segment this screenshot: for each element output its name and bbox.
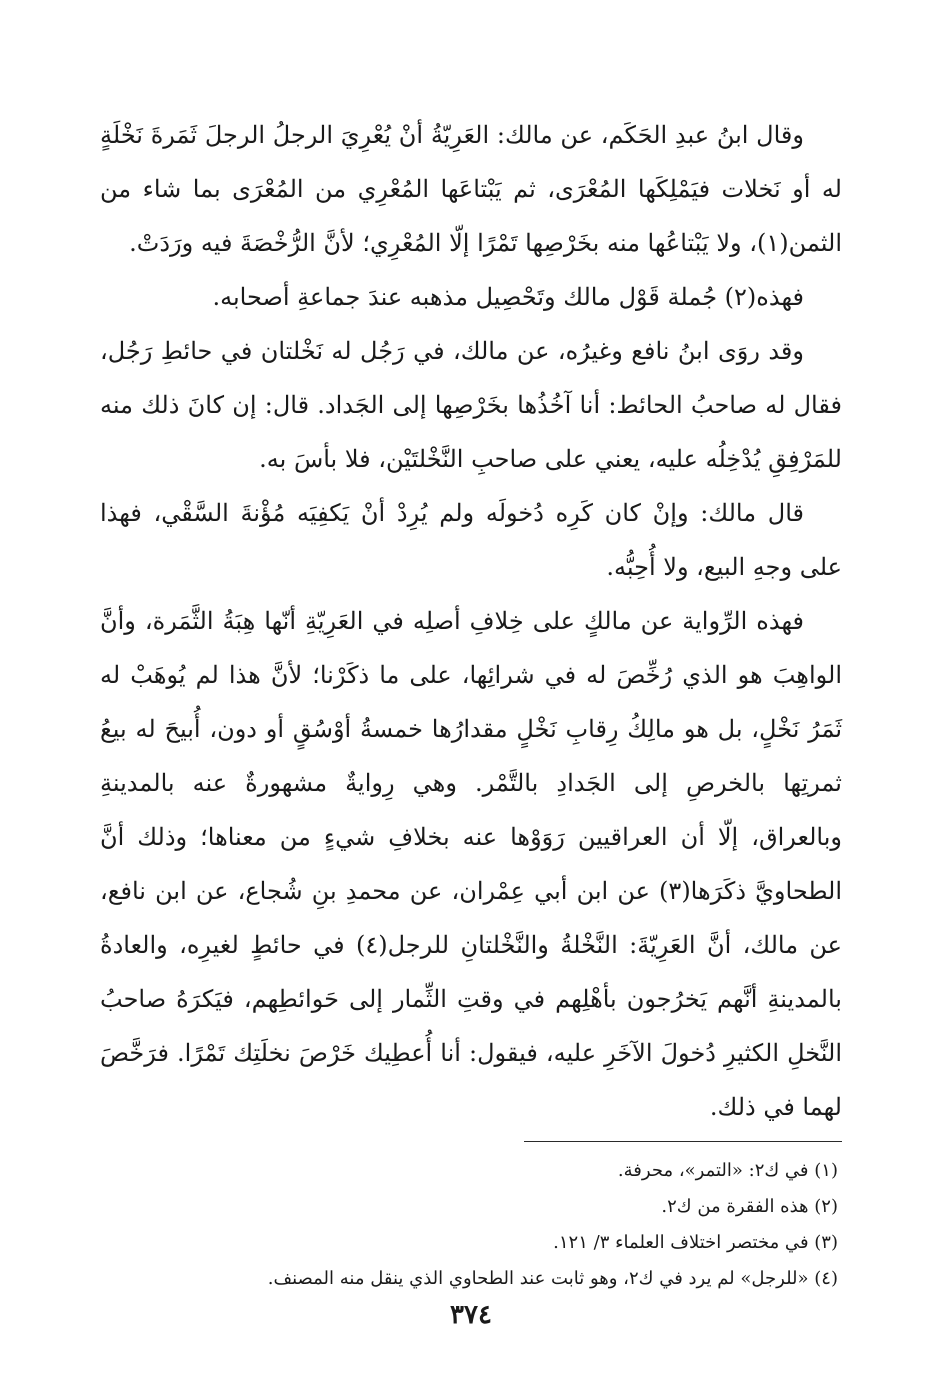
book-page bbox=[100, 108, 842, 1368]
paragraph-5: فهذه الرِّواية عن مالكٍ على خِلافِ أصلِه في العَرِيّةِ أنّها هِبَةُ الثَّمَرة، وأنَّ الواهِبَ هو الذي رُخِّصَ له في شرائِها، على ما ذكَرْنا؛ لأنَّ هذا لم يُوهَبْ له ثَمَرُ نَخْلٍ، بل هو مالِكُ رِقابِ نَخْلٍ مقدارُها خمسةُ أوْسُقٍ أو دون، أُبيحَ له بيعُ ثمرتِها بالخرصِ إلى الجَدادِ بالتَّمْر. وهي رِوايةٌ مشهورةٌ عنه بالمدينةِ وبالعراق، إلّا أن العراقيين رَوَوْها عنه بخلافِ شيءٍ من معناها؛ وذلك أنَّ الطحاويَّ ذكَرَها(٣) عن ابن أبي عِمْران، عن محمدِ بنِ شُجاع، عن ابن نافع، عن مالك، أنَّ العَرِيّةَ: النَّخْلةُ والنَّخْلتانِ للرجل(٤) في حائطٍ لغيرِه، والعادةُ بالمدينةِ أنَّهم يَخرُجون بأهْلِهم في وقتِ الثِّمار إلى حَوائطِهم، فيَكرَهُ صاحبُ النَّخلِ الكثيرِ دُخولَ الآخَرِ عليه، فيقول: أنا أُعطِيك خَرْصَ نخلَتِك تَمْرًا. فرَخَّصَ لهما في ذلك. bbox=[100, 607, 842, 1121]
main-text bbox=[100, 108, 842, 1134]
page-number: ٣٧٤ bbox=[450, 1300, 492, 1330]
paragraph-4: قال مالك: وإنْ كان كَرِه دُخولَه ولم يُرِدْ أنْ يَكفِيَه مُؤْنةَ السَّقْي، فهذا على وجهِ البيع، ولا أُحِبُّه. bbox=[100, 499, 842, 581]
paragraph-3: وقد روَى ابنُ نافع وغيرُه، عن مالك، في رَجُل له نَخْلتان في حائطِ رَجُل، فقال له صاحبُ الحائط: أنا آخُذُها بخَرْصِها إلى الجَداد. قال: إن كانَ ذلك منه للمَرْفِقِ يُدْخِلُه عليه، يعني على صاحبِ النَّخْلتَيْن، فلا بأسَ به. bbox=[100, 337, 842, 473]
paragraph-1: وقال ابنُ عبدِ الحَكَم، عن مالك: العَرِيّةُ أنْ يُعْرِيَ الرجلُ الرجلَ ثَمَرةَ نَخْلَةٍ له أو نَخلات فيَمْلِكَها المُعْرَى، ثم يَبْتاعَها المُعْرِي من المُعْرَى بما شاء من الثمن(١)، ولا يَبْتاعُها منه بخَرْصِها تَمْرًا إلّا المُعْرِي؛ لأنَّ الرُّخْصَةَ فيه ورَدَتْ. bbox=[100, 121, 842, 257]
footnote-4: (٤) «للرجل» لم يرد في ك٢، وهو ثابت عند الطحاوي الذي ينقل منه المصنف. bbox=[267, 1268, 838, 1289]
paragraph-2: فهذه(٢) جُملة قَوْل مالك وتَحْصِيل مذهبه عندَ جماعةِ أصحابه. bbox=[212, 283, 804, 311]
footnotes bbox=[100, 1153, 842, 1297]
footnote-3: (٣) في مختصر اختلاف العلماء ٣/ ١٢١. bbox=[553, 1232, 838, 1253]
footnote-divider bbox=[524, 1141, 842, 1142]
footnote-1: (١) في ك٢: «التمر»، محرفة. bbox=[617, 1160, 838, 1181]
footnote-2: (٢) هذه الفقرة من ك٢. bbox=[661, 1196, 838, 1217]
